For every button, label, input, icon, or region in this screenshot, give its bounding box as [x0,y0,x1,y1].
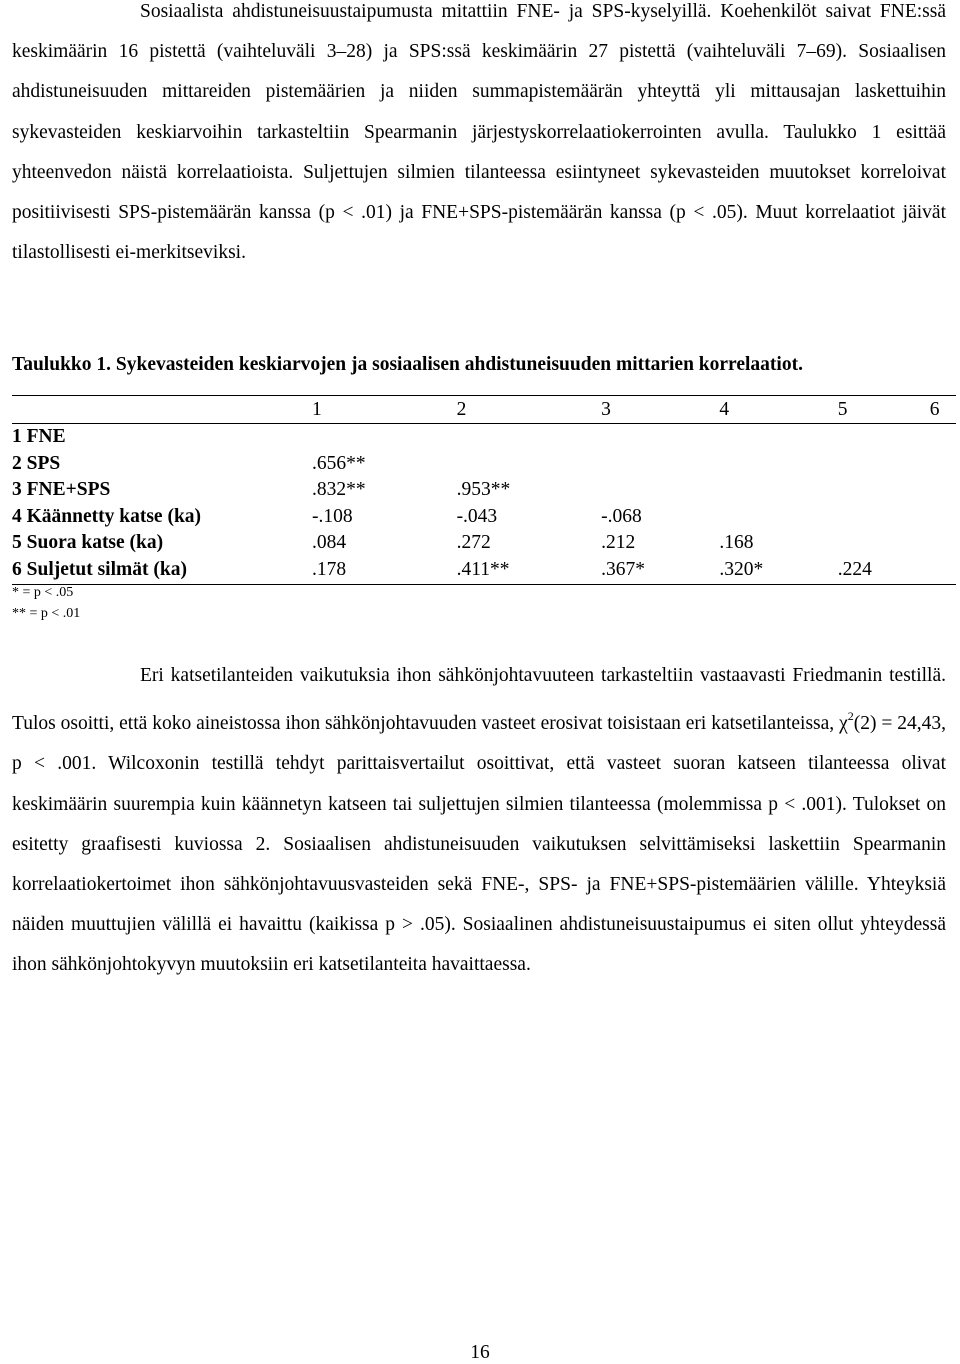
table-cell [930,424,956,451]
table-cell [719,504,837,531]
table-row [12,477,956,504]
paragraph-skin-conductance-text-a: Eri katsetilanteiden vaikutuksia ihon sähkönjohtavuuteen tarkasteltiin vastaavasti Friedmanin testillä. Tulos osoitti, että koko aineistossa ihon sähkönjohtavuuden vasteet erosivat toisistaan eri katsetilanteissa, [12,665,946,735]
table-header-cell [12,396,312,424]
table-header-cell: 3 [601,399,611,420]
table-cell [719,477,837,504]
table-header-row [12,396,956,424]
row-label: 5 Suora katse (ka) [12,532,164,554]
table-cell [457,424,602,451]
row-label: 1 FNE [12,426,66,447]
table-row [12,451,956,478]
page-number: 16 [470,1342,490,1363]
table-cell [930,557,956,584]
table-cell: .953** [456,479,511,501]
paragraph-correlations [12,0,946,273]
table-cell [930,477,956,504]
table-cell [838,477,930,504]
table-cell: .178 [312,558,347,580]
table-cell: -.043 [456,505,498,527]
correlation-table [12,395,956,585]
table-cell [838,504,930,531]
table-cell [601,424,719,451]
table-cell: .411** [456,558,510,580]
table-header-cell: 1 [312,399,322,420]
row-label: 2 SPS [12,452,61,474]
table-cell: .367* [601,558,645,580]
table-header-cell: 6 [929,399,940,420]
table-cell: .084 [312,532,347,554]
table-cell [601,477,719,504]
table-cell [930,504,956,531]
table-cell [457,451,602,478]
table-header-cell: 5 [837,399,848,420]
table-cell: .656** [312,452,366,474]
table-row [12,557,956,584]
table-cell: -.108 [312,505,353,527]
table-note-significance-01: ** = p < .01 [12,606,81,621]
paragraph-skin-conductance-text-b: (2) = 24,43, p < .001. Wilcoxonin testillä tehdyt parittaisvertailut osoittivat, että vasteet suoran katseen tilanteessa olivat keskimäärin suurempia kuin käännetyn katseen tai suljettujen silmien tilanteessa (molemmissa p < .001). Tulokset on esitetty graafisesti kuviossa 2. Sosiaalisen ahdistuneisuuden vaikutuksen selvittämiseksi laskettiin Spearmanin korrelaatiokertoimet ihon sähkönjohtavuusvasteiden sekä FNE-, SPS- ja FNE+SPS-pistemäärien välille. Yhteyksiä näiden muuttujien välillä ei havaittu (kaikissa p > .05). Sosiaalinen ahdistuneisuustaipumus ei siten ollut yhteydessä ihon sähkönjohtokyvyn muutoksiin eri katsetilanteita havaittaessa. [12,713,946,976]
chi-symbol: χ [839,713,848,735]
table-cell: -.068 [601,505,642,527]
table-row [12,424,956,451]
table-cell [719,424,837,451]
table-cell [719,451,837,478]
table-cell [838,530,930,557]
table-cell: .212 [601,532,636,554]
table-cell [601,451,719,478]
table-cell: .168 [719,532,754,554]
table-cell: .832** [312,479,366,501]
row-label: 3 FNE+SPS [12,479,111,501]
chi-square-symbol [839,709,854,735]
table-cell [838,451,930,478]
table-cell [838,424,930,451]
table-cell: .272 [456,532,491,554]
paragraph-correlations-text: Sosiaalista ahdistuneisuustaipumusta mitattiin FNE- ja SPS-kyselyillä. Koehenkilöt saivat FNE:ssä keskimäärin 16 pistettä (vaihteluväli 3–28) ja SPS:ssä keskimäärin 27 pistettä (vaihteluväli 7–69). Sosiaalisen ahdistuneisuuden mittareiden pistemäärien ja niiden summapistemäärän yhteyttä yli mittausajan laskettuihin sykevasteiden keskiarvoihin tarkasteltiin Spearmanin järjestyskorrelaatiokerrointen avulla. Taulukko 1 esittää yhteenvedon näistä korrelaatioista. Suljettujen silmien tilanteessa esiintyneet sykevasteiden muutokset korreloivat positiivisesti SPS-pistemäärän kanssa (p < .01) ja FNE+SPS-pistemäärän kanssa (p < .05). Muut korrelaatiot jäivät tilastollisesti ei-merkitseviksi. [12,1,946,264]
table-header-cell: 4 [719,399,730,420]
row-label: 6 Suljetut silmät (ka) [12,558,187,580]
table-cell [930,451,956,478]
table-row [12,530,956,557]
table-cell [930,530,956,557]
table-note-significance-05: * = p < .05 [12,585,74,600]
table-row [12,504,956,531]
table-header-cell: 2 [456,399,467,420]
paragraph-skin-conductance [12,656,946,986]
chi-superscript: 2 [847,709,854,724]
row-label: 4 Käännetty katse (ka) [12,505,202,527]
table-cell [312,424,457,451]
table-caption: Taulukko 1. Sykevasteiden keskiarvojen ja sosiaalisen ahdistuneisuuden mittarien korrelaatiot. [12,354,803,375]
table-cell: .224 [837,558,872,580]
table-cell: .320* [719,558,764,580]
